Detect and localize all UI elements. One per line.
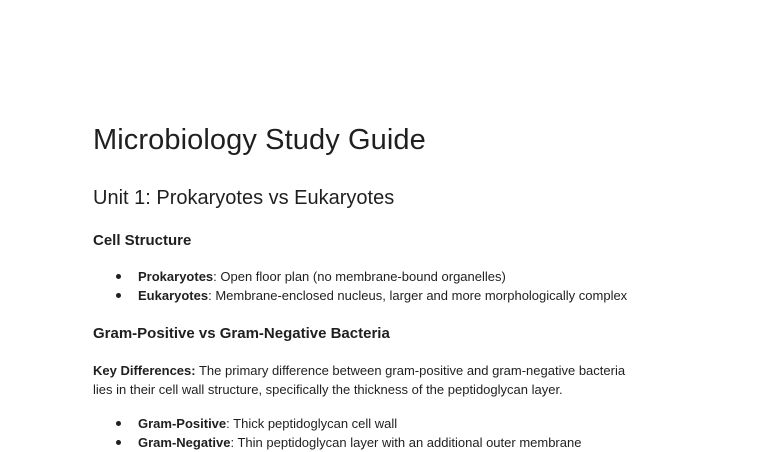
key-differences-label: Key Differences: (93, 363, 196, 378)
bullet-icon (116, 440, 121, 445)
list-item (0, 286, 627, 305)
term-eukaryotes: Eukaryotes (138, 288, 209, 303)
list-item (0, 267, 627, 286)
cell-structure-list (0, 267, 627, 305)
document-title: Microbiology Study Guide (93, 124, 426, 156)
desc-gram-negative: : Thin peptidoglycan layer with an additional outer membrane (230, 435, 582, 450)
unit-heading: Unit 1: Prokaryotes vs Eukaryotes (93, 187, 395, 209)
desc-prokaryotes: : Open floor plan (no membrane-bound organelles) (213, 269, 506, 284)
bullet-icon (116, 274, 121, 279)
desc-eukaryotes: : Membrane-enclosed nucleus, larger and more morphologically complex (208, 288, 628, 303)
key-differences-paragraph (93, 361, 693, 399)
bullet-icon (116, 421, 121, 426)
desc-gram-positive: : Thick peptidoglycan cell wall (226, 416, 398, 431)
term-prokaryotes: Prokaryotes (138, 269, 214, 284)
cell-structure-heading: Cell Structure (93, 232, 192, 249)
list-item (0, 433, 581, 452)
bullet-icon (116, 293, 121, 298)
paragraph-text-line2: lies in their cell wall structure, specifically the thickness of the peptidoglycan layer. (93, 382, 563, 397)
paragraph-text-line1: The primary difference between gram-positive and gram-negative bacteria (195, 363, 626, 378)
term-gram-negative: Gram-Negative (138, 435, 231, 450)
gram-heading: Gram-Positive vs Gram-Negative Bacteria (93, 325, 390, 342)
gram-list (0, 414, 581, 452)
list-item (0, 414, 581, 433)
term-gram-positive: Gram-Positive (138, 416, 227, 431)
